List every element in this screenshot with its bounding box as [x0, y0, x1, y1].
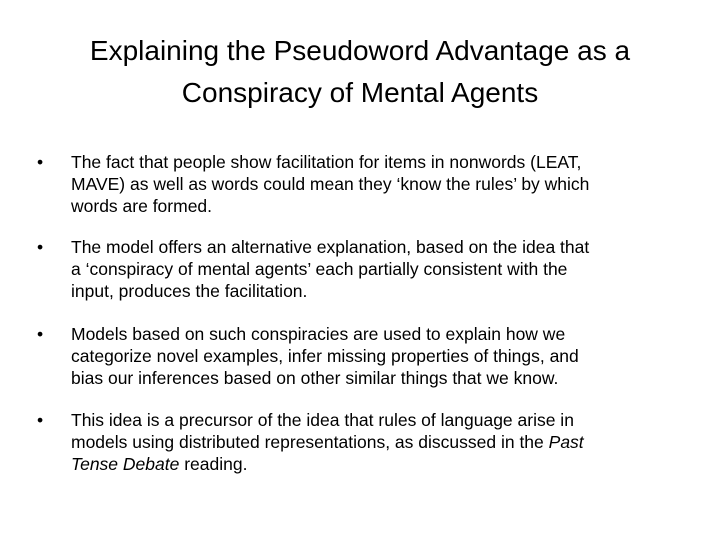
reading-title-part2: Tense Debate: [71, 454, 180, 474]
bullet-dot: •: [37, 324, 44, 344]
bullet-line: words are formed.: [71, 196, 213, 216]
bullet-line: MAVE) as well as words could mean they ‘know the rules’ by which: [71, 174, 590, 194]
bullet-text: [71, 236, 691, 302]
bullet-text: [71, 323, 691, 389]
bullet-line: The fact that people show facilitation for items in nonwords (LEAT,: [71, 152, 582, 172]
bullet-line: input, produces the facilitation.: [71, 281, 308, 301]
bullet-line: The model offers an alternative explanation, based on the idea that: [71, 237, 590, 257]
title-line-1: Explaining the Pseudoword Advantage as a: [89, 35, 631, 66]
bullet-line: a ‘conspiracy of mental agents’ each partially consistent with the: [71, 259, 568, 279]
bullet-line-mixed: [71, 453, 691, 475]
title-line-2: Conspiracy of Mental Agents: [181, 77, 539, 108]
bullet-text-run: reading.: [184, 454, 248, 474]
reading-title-part1: Past: [548, 432, 584, 452]
bullet-line: categorize novel examples, infer missing properties of things, and: [71, 346, 579, 366]
bullet-line: bias our inferences based on other similar things that we know.: [71, 368, 559, 388]
bullet-dot: •: [37, 237, 44, 257]
bullet-text: [71, 409, 691, 475]
bullet-dot: •: [37, 410, 44, 430]
bullet-dot: •: [37, 152, 44, 172]
bullet-text-run: models using distributed representations, as discussed in the: [71, 432, 544, 452]
bullet-line: Models based on such conspiracies are used to explain how we: [71, 324, 566, 344]
bullet-text: [71, 151, 691, 217]
bullet-line-mixed: [71, 431, 691, 453]
bullet-line: This idea is a precursor of the idea that rules of language arise in: [71, 410, 574, 430]
